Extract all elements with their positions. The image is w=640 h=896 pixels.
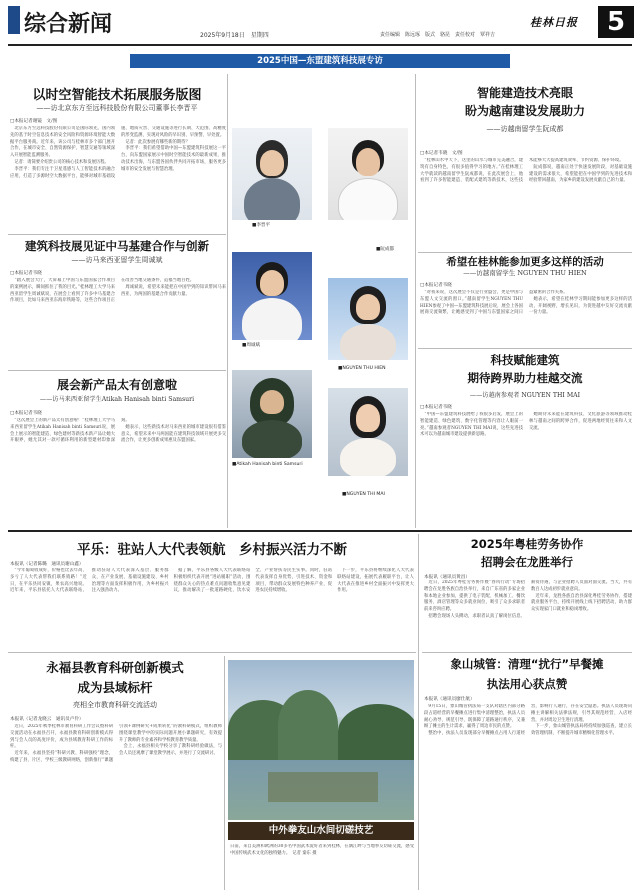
article-subtitle: ——访北京东方至远科技股份有限公司董事长李晋平 xyxy=(36,104,198,112)
article-title: 成为县域标杆 xyxy=(77,680,153,695)
portrait-photo xyxy=(328,128,408,220)
article-body: 近日，2025年粤桂劳务协作暨“春风行动”专场招聘会在龙胜各族自治县举行，来自广东省的多家企业和本地企业参加，提供了电子装配、机械加工、餐饮服务、酒店管理等众多就业岗位，吸引了众多求职者前来咨询应聘。 招聘会现场人头攒动，求职者认真了解岗位信息、薪资待遇，与企业招聘人员面对面交流。当天，共有数百人达成初步就业意向。 近年来，龙胜各族自治县深化粤桂劳务协作，搭建就业服务平台，持续开展线上线下招聘活动，助力群众实现家门口就业和稳岗增收。 xyxy=(424,580,632,619)
section-marker xyxy=(8,6,20,34)
article-subtitle: ——访越南留学生阮成都 xyxy=(486,125,564,133)
article-title: 平乐：驻站人大代表领航 乡村振兴活力不断 xyxy=(77,542,347,558)
photo-caption: ■周诚斌 xyxy=(242,343,261,348)
article-subtitle: 亮相全市教育科研交流活动 xyxy=(73,701,157,709)
article-byline: □本记者韦晓 文/图 xyxy=(420,151,463,156)
article-title: 希望在桂林能参加更多这样的活动 xyxy=(446,256,604,268)
article-body: “桂林山水甲天下，这里的山水与城市完美融合，建筑有自身特色，有很多值得学习的地方。”在桂林理工大学就读的越南留学生阮成都说，在此次展会上，他看到了许多智能建造、装配式建筑等新技术，这些技术能够大大提高建筑效率、节约资源、保护环境。 阮成都说，越南正处于快速发展阶段，对基础设施建设的需求很大，希望能把在中国学到的先进技术和经验带回越南，为家乡的建设发展贡献自己的力量。 xyxy=(420,158,632,184)
article-byline: 本报讯（记者陈璐 通讯员谢山鑫） xyxy=(10,562,84,567)
article-title: 2025年粤桂劳务协作 xyxy=(470,537,584,551)
portrait-photo xyxy=(328,278,408,360)
article-byline: □本报记者谢镜 文/图 xyxy=(10,119,58,124)
page-number: 5 xyxy=(598,6,634,38)
section-rule xyxy=(8,530,632,532)
feature-title: 中外拳友山水间切磋技艺 xyxy=(268,825,374,836)
article-subtitle: ——访越南留学生 NGUYEN THU HIEN xyxy=(463,269,587,277)
header-rule xyxy=(8,44,632,46)
photo-caption: ■阮成都 xyxy=(376,247,395,252)
article-byline: □本报记者韦晓 xyxy=(420,405,452,410)
article-body: “这次展会上的新产品太有创意啦！”桂林理工大学马来西亚留学生Atikah Hanisah binti Samsuri说，展会上展示的智能建造、绿色建材等新技术新产品让她大开眼界，她尤其对一款可循环利用的新型建材印象深刻。 她表示，这些新技术对马来西亚的城市建设很有借鉴意义，希望未来中马两国能在建筑科技领域开展更多交流合作，让更多创新成果惠及东盟国家。 xyxy=(10,418,226,444)
article-title: 招聘会在龙胜举行 xyxy=(481,555,573,569)
feature-banner xyxy=(130,54,510,68)
article-subtitle: ——访越南参观者 NGUYEN THI MAI xyxy=(469,392,581,399)
article-title: 永福县教育科研创新模式 xyxy=(46,660,184,675)
article-title: 智能建造技术亮眼 xyxy=(476,86,573,100)
article-byline: 本报讯（记者龙晓云 通讯员卢伶） xyxy=(10,717,84,722)
portrait-photo xyxy=(232,128,312,220)
article-title: 建筑科技展见证中马基建合作与创新 xyxy=(25,239,209,253)
feature-caption: 日前，来自美洲和欧洲的30多名中国武术爱好者来到桂林，在漓江畔与当地拳友切磋交流，感受中国传统武术文化的独特魅力。 记者 秦东 摄 xyxy=(230,844,414,856)
photo-caption: ■Atikah Hanisah binti Samsuri xyxy=(232,462,303,467)
article-title: 科技赋能建筑 xyxy=(490,353,560,367)
portrait-photo xyxy=(232,252,312,340)
article-body: “踏入展会大厅，大屏幕上中国与东盟国家合作项目的案例展示，瞬间抓住了我的目光。”桂林理工大学马来西亚留学生周诚斌说，在展会上看到了许多中马基建合作项目，比如马来西亚东海岸铁路等，这些合作项目正在改善当地交通条件，造福当地百姓。 周诚斌说，希望未来能把在中国学到的知识带回马来西亚，为两国的基建合作贡献力量。 xyxy=(10,278,226,304)
article-byline: 本报讯（通讯员黄昌） xyxy=(424,575,470,580)
article-title: 盼为越南建设发展助力 xyxy=(464,104,585,118)
article-byline: □本报记者韦晓 xyxy=(10,411,42,416)
banner-text: 2025中国—东盟建筑科技展专访 xyxy=(257,56,383,66)
photo-caption: ■NGUYEN THU HIEN xyxy=(338,366,386,371)
section-title: 综合新闻 xyxy=(24,12,113,37)
page-header xyxy=(0,0,640,48)
photo-caption: ■NGUYEN THI MAI xyxy=(342,492,385,497)
article-title: 展会新产品太有创意啦 xyxy=(56,378,177,392)
article-subtitle: ——访马来西亚留学生Atikah Hanisah binti Samsuri xyxy=(39,396,195,403)
feature-title-bar xyxy=(228,822,414,840)
article-body: “中国—东盟建筑科技展给了我很多启发，展会上的智能建造、绿色建筑、数字化管理等内容让人眼前一亮。”越南参观者NGUYEN THI MAI说，这些先进技术可以为越南城市建设提供新思路。 她期待未来能在建筑科技、文化旅游等领域推动桂林与越南之间的跨界合作，促进两地经贸往来和人文交流。 xyxy=(420,412,632,438)
article-title: 执法用心获点赞 xyxy=(486,677,568,691)
header-credits: 责任编辑 陈远琢 版式 骆昆 责任校对 覃祥吉 xyxy=(380,32,496,38)
article-body: “今年葡萄收成好，价格也比去年高，多亏了人大代表帮我们联系销路！”近日，在平乐县同安镇，果农高兴地说。近年来，平乐县依托人大代表联络站，推动驻站人大代表深入基层、服务群众，在产业发展、基础设施建设、乡村治理等方面发挥积极作用，为乡村振兴注入强劲动力。 据了解，平乐县各级人大代表联络站积极组织代表开展“进站履职”活动，围绕群众关心的热点难点问题收集意见建议，推动解决了一批道路硬化、饮水安全、产业帮扶等民生实事。同时，驻站代表发挥自身优势，引进技术、资金和项目，带动群众发展特色种养产业，促进农民持续增收。 下一步，平乐县将继续深化人大代表联络站建设，拓展代表履职平台，让人大代表在推进乡村全面振兴中发挥更大作用。 xyxy=(10,568,414,594)
article-subtitle: ——访马来西亚留学生周诚斌 xyxy=(71,256,163,264)
article-body: 近日，2025年秋季桂林市教育科研工作会议暨科研交流活动在永福县召开，永福县教育科研创新模式得到与会人员的高度评价，成为县域教育科研工作的标杆。 近年来，永福县坚持“科研兴教、科研强校”理念，构建了县、片区、学校三级教研网络，创新推行“课题引领+课例研究+成果转化”的教科研模式，组织教师围绕课堂教学中的实际问题开展小课题研究，有效提升了教师的专业素养和学校教育教学质量。 会上，永福县相关学校分享了教科研经验做法，与会人员还观摩了课堂教学展示，并进行了交流研讨。 xyxy=(10,724,222,763)
feature-photo xyxy=(228,660,414,820)
article-title: 象山城管：清理“扰行”早餐摊 xyxy=(450,657,604,671)
article-body: 北京东方至远科技股份有限公司是国际领先、国内领先的基于时空信息技术的安全风险和资源环境智能大数据平台服务商。近年来，该公司与桂林市多个部门展开合作，在城市安全、自然资源保护、智慧交通等领域深入开展智能监测服务。 记者：请简要介绍贵公司的核心技术和发展历程。 李晋平：我们专注于卫星遥感与人工智能技术的融合应用，打造了多源时空大数据平台，能够对城市基础设施、地质灾害、交通设施等进行长期、大范围、高精度的形变监测，实现对风险的早识别、早预警、早处置。 记者：此次参展有哪些新的期待？ 李晋平：我们希望借助中国—东盟建筑科技展这一平台，向东盟国家展示中国时空智能技术的最新成果，推动技术出海，与东盟各国伙伴共同开拓市场，服务更多城市的安全发展与智慧治理。 xyxy=(10,126,226,179)
article-title: 期待跨界助力桂越交流 xyxy=(467,371,583,385)
article-byline: 本报讯（通讯员廖仕航） xyxy=(424,697,475,702)
newspaper-logo: 桂林日报 xyxy=(530,16,578,29)
article-title: 以时空智能技术拓展服务版图 xyxy=(32,88,202,103)
article-byline: □本报记者韦晓 xyxy=(420,283,452,288)
photo-caption: ■李晋平 xyxy=(252,223,271,228)
article-body: “对我来说，这次展会不仅是行业盛会，更是中国与东盟人文交流的窗口。”越南留学生NGUYEN THU HIEN参观了中国—东盟建筑科技展后说，展会上各国展商交流频繁，让她感受到了中国与东盟国家之间日益紧密的合作关系。 她表示，希望在桂林学习期间能参加更多这样的活动，开阔视野，增长见识，为促进越中友好交流贡献一份力量。 xyxy=(420,290,632,316)
header-date: 2025年9月18日 星期四 xyxy=(200,32,269,39)
article-body: 9月15日，象山城管执法局一支队对辖区内部分路段占道经营的早餐摊点进行集中清理整治，执法人员耐心劝导、规范引导，既保障了道路通行秩序，又兼顾了摊主的生计需求，赢得了周边市民的点赞。 整治中，执法人员发现部分早餐摊点占用人行道经营，影响行人通行，存在安全隐患。执法人员现场向摊主讲解相关法律法规，引导其规范经营、入店经营，并对周边卫生进行清理。 下一步，象山城管执法局将持续加强巡查，建立长效管理机制，不断提升城市精细化管理水平。 xyxy=(424,704,632,737)
article-byline: □本报记者韦晓 xyxy=(10,271,42,276)
portrait-photo xyxy=(328,388,408,476)
portrait-photo xyxy=(232,370,312,458)
